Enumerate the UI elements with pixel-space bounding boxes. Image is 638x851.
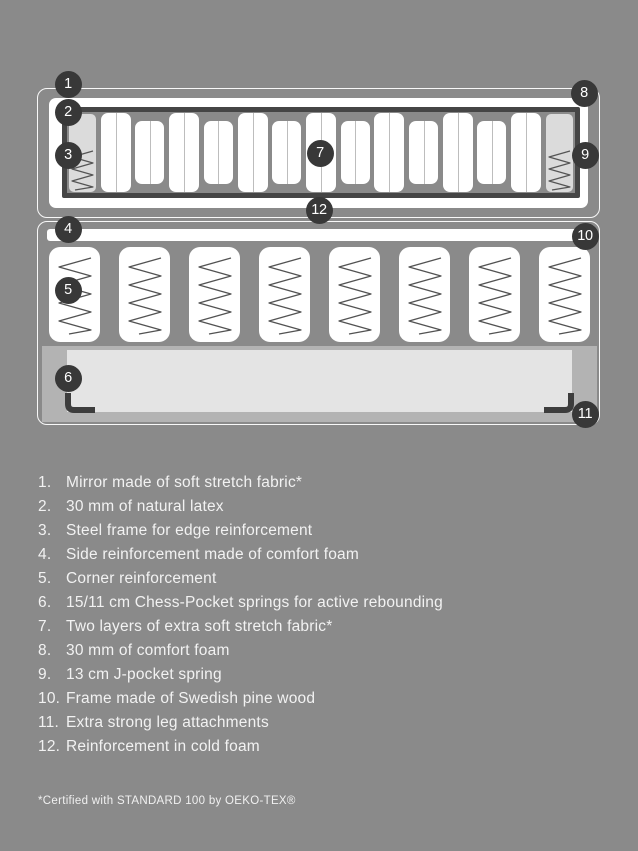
pocket-seam-line [116,113,117,192]
legend-item-text: Extra strong leg attachments [66,714,269,731]
legend-item-text: Corner reinforcement [66,570,217,587]
legend-item-text: 13 cm J-pocket spring [66,666,222,683]
pocket-spring [169,113,199,192]
pocket-spring [204,121,233,184]
legend-item-text: 30 mm of comfort foam [66,642,230,659]
spring-coil-icon [545,254,585,336]
pocket-spring [135,121,164,184]
pocket-spring [477,121,506,184]
pocket-spring [511,113,541,192]
callout-badge-7: 7 [307,140,334,167]
legend-item-text: 30 mm of natural latex [66,498,224,515]
legend-item [38,567,443,591]
legend-item-number: 8. [38,642,52,659]
pocket-seam-line [389,113,390,192]
spring-coil-icon [265,254,305,336]
legend-item-number: 12. [38,738,61,755]
foam-slab [42,346,597,422]
legend-item-number: 9. [38,666,52,683]
callout-badge-2: 2 [55,99,82,126]
legend-item-text: Steel frame for edge reinforcement [66,522,313,539]
pocket-spring [443,113,473,192]
chess-pocket-spring [119,247,170,342]
legend-item-number: 7. [38,618,52,635]
callout-badge-4: 4 [55,216,82,243]
pocket-seam-line [253,113,254,192]
callout-badge-3: 3 [55,142,82,169]
pocket-seam-line [458,113,459,192]
legend-item-number: 4. [38,546,52,563]
leg-attachment-bracket-right [542,392,576,416]
legend-item-text: Reinforcement in cold foam [66,738,260,755]
legend-item-text: 15/11 cm Chess-Pocket springs for active rebounding [66,594,443,611]
legend-item-number: 11. [38,714,59,731]
chess-pocket-spring [259,247,310,342]
callout-badge-10: 10 [572,223,599,250]
callout-badge-12: 12 [306,197,333,224]
pocket-seam-line [424,121,425,184]
callout-badge-1: 1 [55,71,82,98]
pocket-spring [238,113,268,192]
callout-badge-5: 5 [55,277,82,304]
pocket-seam-line [184,113,185,192]
legend-item [38,735,443,759]
legend-item [38,519,443,543]
spring-coil-icon [195,254,235,336]
legend-item [38,615,443,639]
base-layer-diagram [37,221,600,425]
spring-coil-icon [405,254,445,336]
legend-item-number: 3. [38,522,52,539]
pocket-spring [341,121,370,184]
spring-coil-icon [125,254,165,336]
chess-pocket-spring [329,247,380,342]
chess-pocket-spring [399,247,450,342]
legend-item [38,495,443,519]
pocket-spring [409,121,438,184]
legend-item [38,687,443,711]
legend-item-text: Frame made of Swedish pine wood [66,690,316,707]
pocket-spring [374,113,404,192]
pocket-seam-line [526,113,527,192]
legend-item-number: 6. [38,594,52,611]
legend-item-text: Two layers of extra soft stretch fabric* [66,618,333,635]
edge-spring-pocket [546,114,573,192]
spring-coil-icon [475,254,515,336]
pocket-seam-line [492,121,493,184]
certification-footnote: *Certified with STANDARD 100 by OEKO-TEX® [38,795,296,807]
spring-coil-icon [335,254,375,336]
pocket-seam-line [150,121,151,184]
callout-badge-11: 11 [572,401,599,428]
chess-pocket-spring [189,247,240,342]
legend-item [38,591,443,615]
legend-item-number: 2. [38,498,52,515]
callout-badge-9: 9 [572,142,599,169]
legend-item [38,711,443,735]
side-reinforcement-bar [47,229,592,241]
chess-pocket-spring [469,247,520,342]
legend-item [38,639,443,663]
pocket-spring [272,121,301,184]
legend-item-number: 1. [38,474,52,491]
legend-item-text: Side reinforcement made of comfort foam [66,546,359,563]
legend-item-text: Mirror made of soft stretch fabric* [66,474,303,491]
legend-item [38,543,443,567]
callout-badge-8: 8 [571,80,598,107]
steel-spring-coil-icon [546,149,573,191]
legend-list [38,471,443,759]
base-spring-row [49,247,590,342]
pocket-seam-line [355,121,356,184]
pocket-spring [101,113,131,192]
pocket-seam-line [287,121,288,184]
callout-badge-6: 6 [55,365,82,392]
pocket-seam-line [218,121,219,184]
legend-item-number: 5. [38,570,52,587]
foam-slab-core [67,350,572,412]
chess-pocket-spring [539,247,590,342]
legend-item-number: 10. [38,690,61,707]
legend-item [38,663,443,687]
legend-item [38,471,443,495]
leg-attachment-bracket-left [63,392,97,416]
